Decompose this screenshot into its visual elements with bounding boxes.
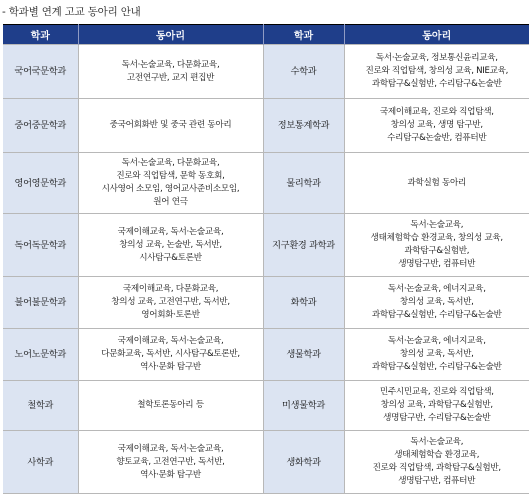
clubs-cell: 국제이해교육, 독서·논술교육, 향토교육, 고전연구반, 독서반, 역사·문화 탐구반	[78, 431, 263, 494]
clubs-cell: 국제이해교육, 독서·논술교육, 창의성 교육, 논술반, 독서반, 시사탐구&토론반	[78, 214, 263, 277]
clubs-cell: 독서·논술교육, 정보통신윤리교육, 진로와 직업탐색, 창의성 교육, NIE교육, 과학탐구&실험반, 수리탐구&논술반	[344, 45, 529, 99]
department-cell: 노어노문학과	[3, 329, 78, 381]
department-cell: 지구환경 과학과	[263, 214, 344, 277]
header-department-right: 학과	[263, 25, 344, 45]
department-cell: 철학과	[3, 381, 78, 431]
clubs-cell: 독서·논술교육, 생태체험학습 환경교육, 창의성 교육, 과학탐구&실험반, 생명탐구반, 컴퓨터반	[344, 214, 529, 277]
department-cell: 화학과	[263, 277, 344, 329]
clubs-cell: 국제이해교육, 진로와 직업탐색, 창의성 교육, 생명 탐구반, 수리탐구&논술반, 컴퓨터반	[344, 99, 529, 153]
clubs-cell: 중국어회화반 및 중국 관련 동아리	[78, 99, 263, 153]
clubs-cell: 독서·논술교육, 에너지교육, 창의성 교육, 독서반, 과학탐구&실험반, 수리탐구&논술반	[344, 277, 529, 329]
clubs-cell: 국제이해교육, 독서·논술교육, 다문화교육, 독서반, 시사탐구&토론반, 역사·문화 탐구반	[78, 329, 263, 381]
department-club-table	[3, 24, 529, 494]
table-header-row	[3, 25, 529, 45]
department-cell: 중어중문학과	[3, 99, 78, 153]
table-row	[3, 381, 529, 431]
clubs-cell: 민주시민교육, 진로와 직업탐색, 창의성 교육, 과학탐구&실험반, 생명탐구반, 수리탐구&논술반	[344, 381, 529, 431]
department-cell: 물리학과	[263, 153, 344, 214]
department-cell: 영어영문학과	[3, 153, 78, 214]
department-cell: 불어불문학과	[3, 277, 78, 329]
department-cell: 국어국문학과	[3, 45, 78, 99]
table-row	[3, 329, 529, 381]
clubs-cell: 철학토론동아리 등	[78, 381, 263, 431]
department-cell: 생화학과	[263, 431, 344, 494]
department-cell: 생물학과	[263, 329, 344, 381]
table-row	[3, 214, 529, 277]
table-row	[3, 277, 529, 329]
clubs-cell: 과학실험 동아리	[344, 153, 529, 214]
clubs-cell: 국제이해교육, 다문화교육, 창의성 교육, 고전연구반, 독서반, 영어회화·토론반	[78, 277, 263, 329]
department-cell: 수학과	[263, 45, 344, 99]
clubs-cell: 독서·논술교육, 생태체험학습 환경교육, 진로와 직업탐색, 과학탐구&실험반, 생명탐구반, 컴퓨터반	[344, 431, 529, 494]
clubs-cell: 독서·논술교육, 에너지교육, 창의성 교육, 독서반, 과학탐구&실험반, 수리탐구&논술반	[344, 329, 529, 381]
header-clubs-right: 동아리	[344, 25, 529, 45]
department-cell: 미생물학과	[263, 381, 344, 431]
clubs-cell: 독서·논술교육, 다문화교육, 진로와 직업탐색, 문학 동호회, 시사영어 소모임, 영어교사준비소모임, 원어 연극	[78, 153, 263, 214]
table-row	[3, 431, 529, 494]
clubs-cell: 독서·논술교육, 다문화교육, 고전연구반, 교지 편집반	[78, 45, 263, 99]
department-cell: 독어독문학과	[3, 214, 78, 277]
table-row	[3, 99, 529, 153]
table-caption: - 학과별 연계 고교 동아리 안내	[2, 6, 141, 18]
header-clubs-left: 동아리	[78, 25, 263, 45]
department-cell: 사학과	[3, 431, 78, 494]
header-department-left: 학과	[3, 25, 78, 45]
table-row	[3, 153, 529, 214]
table-row	[3, 45, 529, 99]
department-cell: 정보통계학과	[263, 99, 344, 153]
